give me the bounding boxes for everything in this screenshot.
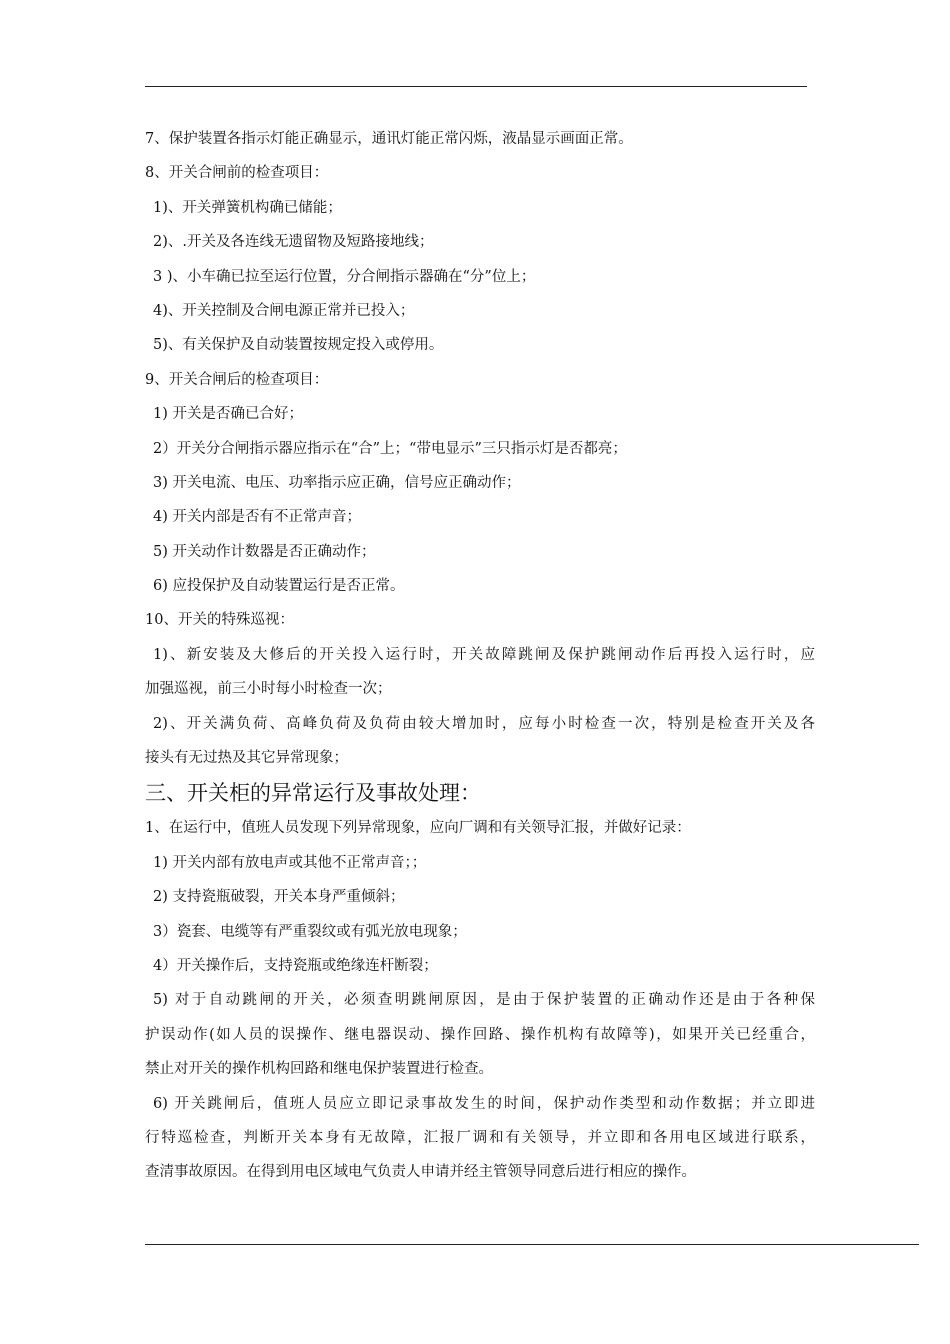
item-9-3: 3) 开关电流、电压、功率指示应正确，信号应正确动作； [153, 474, 521, 491]
section3-item-1-2: 2) 支持瓷瓶破裂，开关本身严重倾斜； [153, 889, 405, 906]
item-10-2-line-2: 接头有无过热及其它异常现象； [145, 750, 348, 767]
section-heading: 三、开关柜的异常运行及事故处理： [145, 781, 481, 806]
section3-item-1-5-line-3: 禁止对开关的操作机构回路和继电保护装置进行检查。 [145, 1061, 493, 1078]
item-10-2-line-1: 2)、开关满负荷、高峰负荷及负荷由较大增加时，应每小时检查一次，特别是检查开关及各 [153, 715, 815, 732]
section3-item-1-5-line-1: 5) 对于自动跳闸的开关，必须查明跳闸原因，是由于保护装置的正确动作还是由于各种保 [153, 992, 815, 1009]
item-7: 7、保护装置各指示灯能正确显示，通讯灯能正常闪烁，液晶显示画面正常。 [145, 131, 633, 147]
section3-item-1-6-line-2: 行特巡检查，判断开关本身有无故障，汇报厂调和有关领导，并立即和各用电区域进行联系， [145, 1129, 815, 1146]
item-8-3: 3 )、小车确已拉至运行位置，分合闸指示器确在“分”位上； [153, 268, 536, 285]
document-body [145, 122, 815, 1190]
section3-item-1-6-line-3: 查清事故原因。在得到用电区域电气负责人申请并经主管领导同意后进行相应的操作。 [145, 1164, 696, 1181]
item-8-1: 1)、开关弹簧机构确已储能； [153, 199, 342, 216]
item-8-4: 4)、开关控制及合闸电源正常并已投入； [153, 302, 415, 319]
section3-item-1-5-line-2: 护误动作(如人员的误操作、继电器误动、操作回路、操作机构有故障等)，如果开关已经重合， [145, 1026, 815, 1043]
section3-item-1-1: 1) 开关内部有放电声或其他不正常声音；； [153, 854, 427, 871]
section3-item-1: 1、在运行中，值班人员发现下列异常现象，应向厂调和有关领导汇报，并做好记录： [145, 820, 691, 837]
section3-item-1-3: 3）瓷套、电缆等有严重裂纹或有弧光放电现象； [153, 923, 467, 940]
item-10-1-line-1: 1)、新安装及大修后的开关投入运行时，开关故障跳闸及保护跳闸动作后再投入运行时，应 [153, 646, 815, 663]
item-9-4: 4) 开关内部是否有不正常声音； [153, 509, 361, 526]
section3-item-1-4: 4）开关操作后，支持瓷瓶或绝缘连杆断裂； [153, 957, 438, 974]
item-9-6: 6) 应投保护及自动装置运行是否正常。 [153, 578, 405, 595]
header-rule [145, 86, 807, 87]
item-10-title: 10、开关的特殊巡视： [145, 612, 294, 629]
item-9-1: 1) 开关是否确已合好； [153, 406, 303, 423]
item-8-2: 2)、.开关及各连线无遗留物及短路接地线； [153, 234, 434, 251]
item-9-title: 9、开关合闸后的检查项目： [145, 371, 329, 388]
item-9-5: 5) 开关动作计数器是否正确动作； [153, 543, 376, 560]
item-8-title: 8、开关合闸前的检查项目： [145, 165, 329, 182]
item-10-1-line-2: 加强巡视，前三小时每小时检查一次； [145, 681, 392, 698]
item-8-5: 5)、有关保护及自动装置按规定投入或停用。 [153, 337, 444, 354]
item-9-2: 2）开关分合闸指示器应指示在“合”上；“带电显示”三只指示灯是否都亮； [153, 440, 627, 457]
footer-rule [145, 1244, 919, 1245]
section3-item-1-6-line-1: 6) 开关跳闸后，值班人员应立即记录事故发生的时间，保护动作类型和动作数据；并立即进 [153, 1095, 815, 1112]
